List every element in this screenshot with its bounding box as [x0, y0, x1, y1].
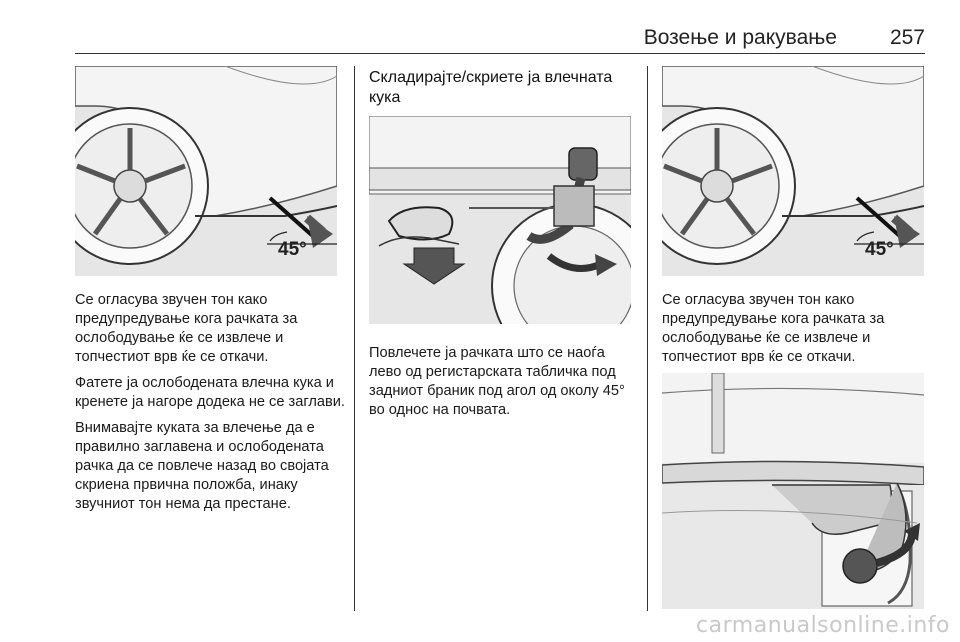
header-rule [75, 53, 925, 54]
paragraph: Повлечете ја рачката што се наоѓа лево од регистарската табличка под задниот браник под агол од околу 45° во однос на почвата. [369, 345, 625, 418]
page-header [75, 22, 925, 54]
paragraph: Се огласува звучен тон како предупредување кога рачката за ослободување ќе се извлече и топчестиот врв ќе се откачи. [75, 292, 298, 365]
angle-label: 45° [865, 239, 894, 260]
left-column-text [75, 291, 350, 521]
tow-ball-drawing [662, 373, 924, 609]
chapter-title: Возење и ракување [643, 26, 837, 49]
page-number: 257 [889, 26, 925, 49]
wheel-release-illustration [75, 66, 337, 276]
watermark: carmanualsonline.info [696, 613, 950, 638]
wheel-release-illustration-right [662, 66, 924, 276]
angle-label: 45° [278, 239, 307, 260]
tow-hook-storage-illustration [369, 116, 631, 324]
tow-ball-stowed-illustration [662, 373, 924, 609]
middle-column-text [369, 344, 639, 427]
right-column-text [662, 291, 932, 374]
paragraph: Се огласува звучен тон како предупредување кога рачката за ослободување ќе се извлече и топчестиот врв ќе се откачи. [662, 292, 885, 365]
paragraph: Внимавајте куката за влечење да е правилно заглавена и ослободената рачка да се повлече назад во својата скриена првична положба, инаку звучниот тон нема да престане. [75, 420, 329, 512]
column-divider-right [647, 66, 648, 611]
tow-hook-drawing [369, 116, 631, 324]
paragraph: Фатете ја ослободената влечна кука и кренете ја нагоре додека не се заглави. [75, 375, 345, 410]
column-divider-left [354, 66, 355, 611]
section-heading: Складирајте/скриете ја влечната кука [369, 69, 613, 106]
